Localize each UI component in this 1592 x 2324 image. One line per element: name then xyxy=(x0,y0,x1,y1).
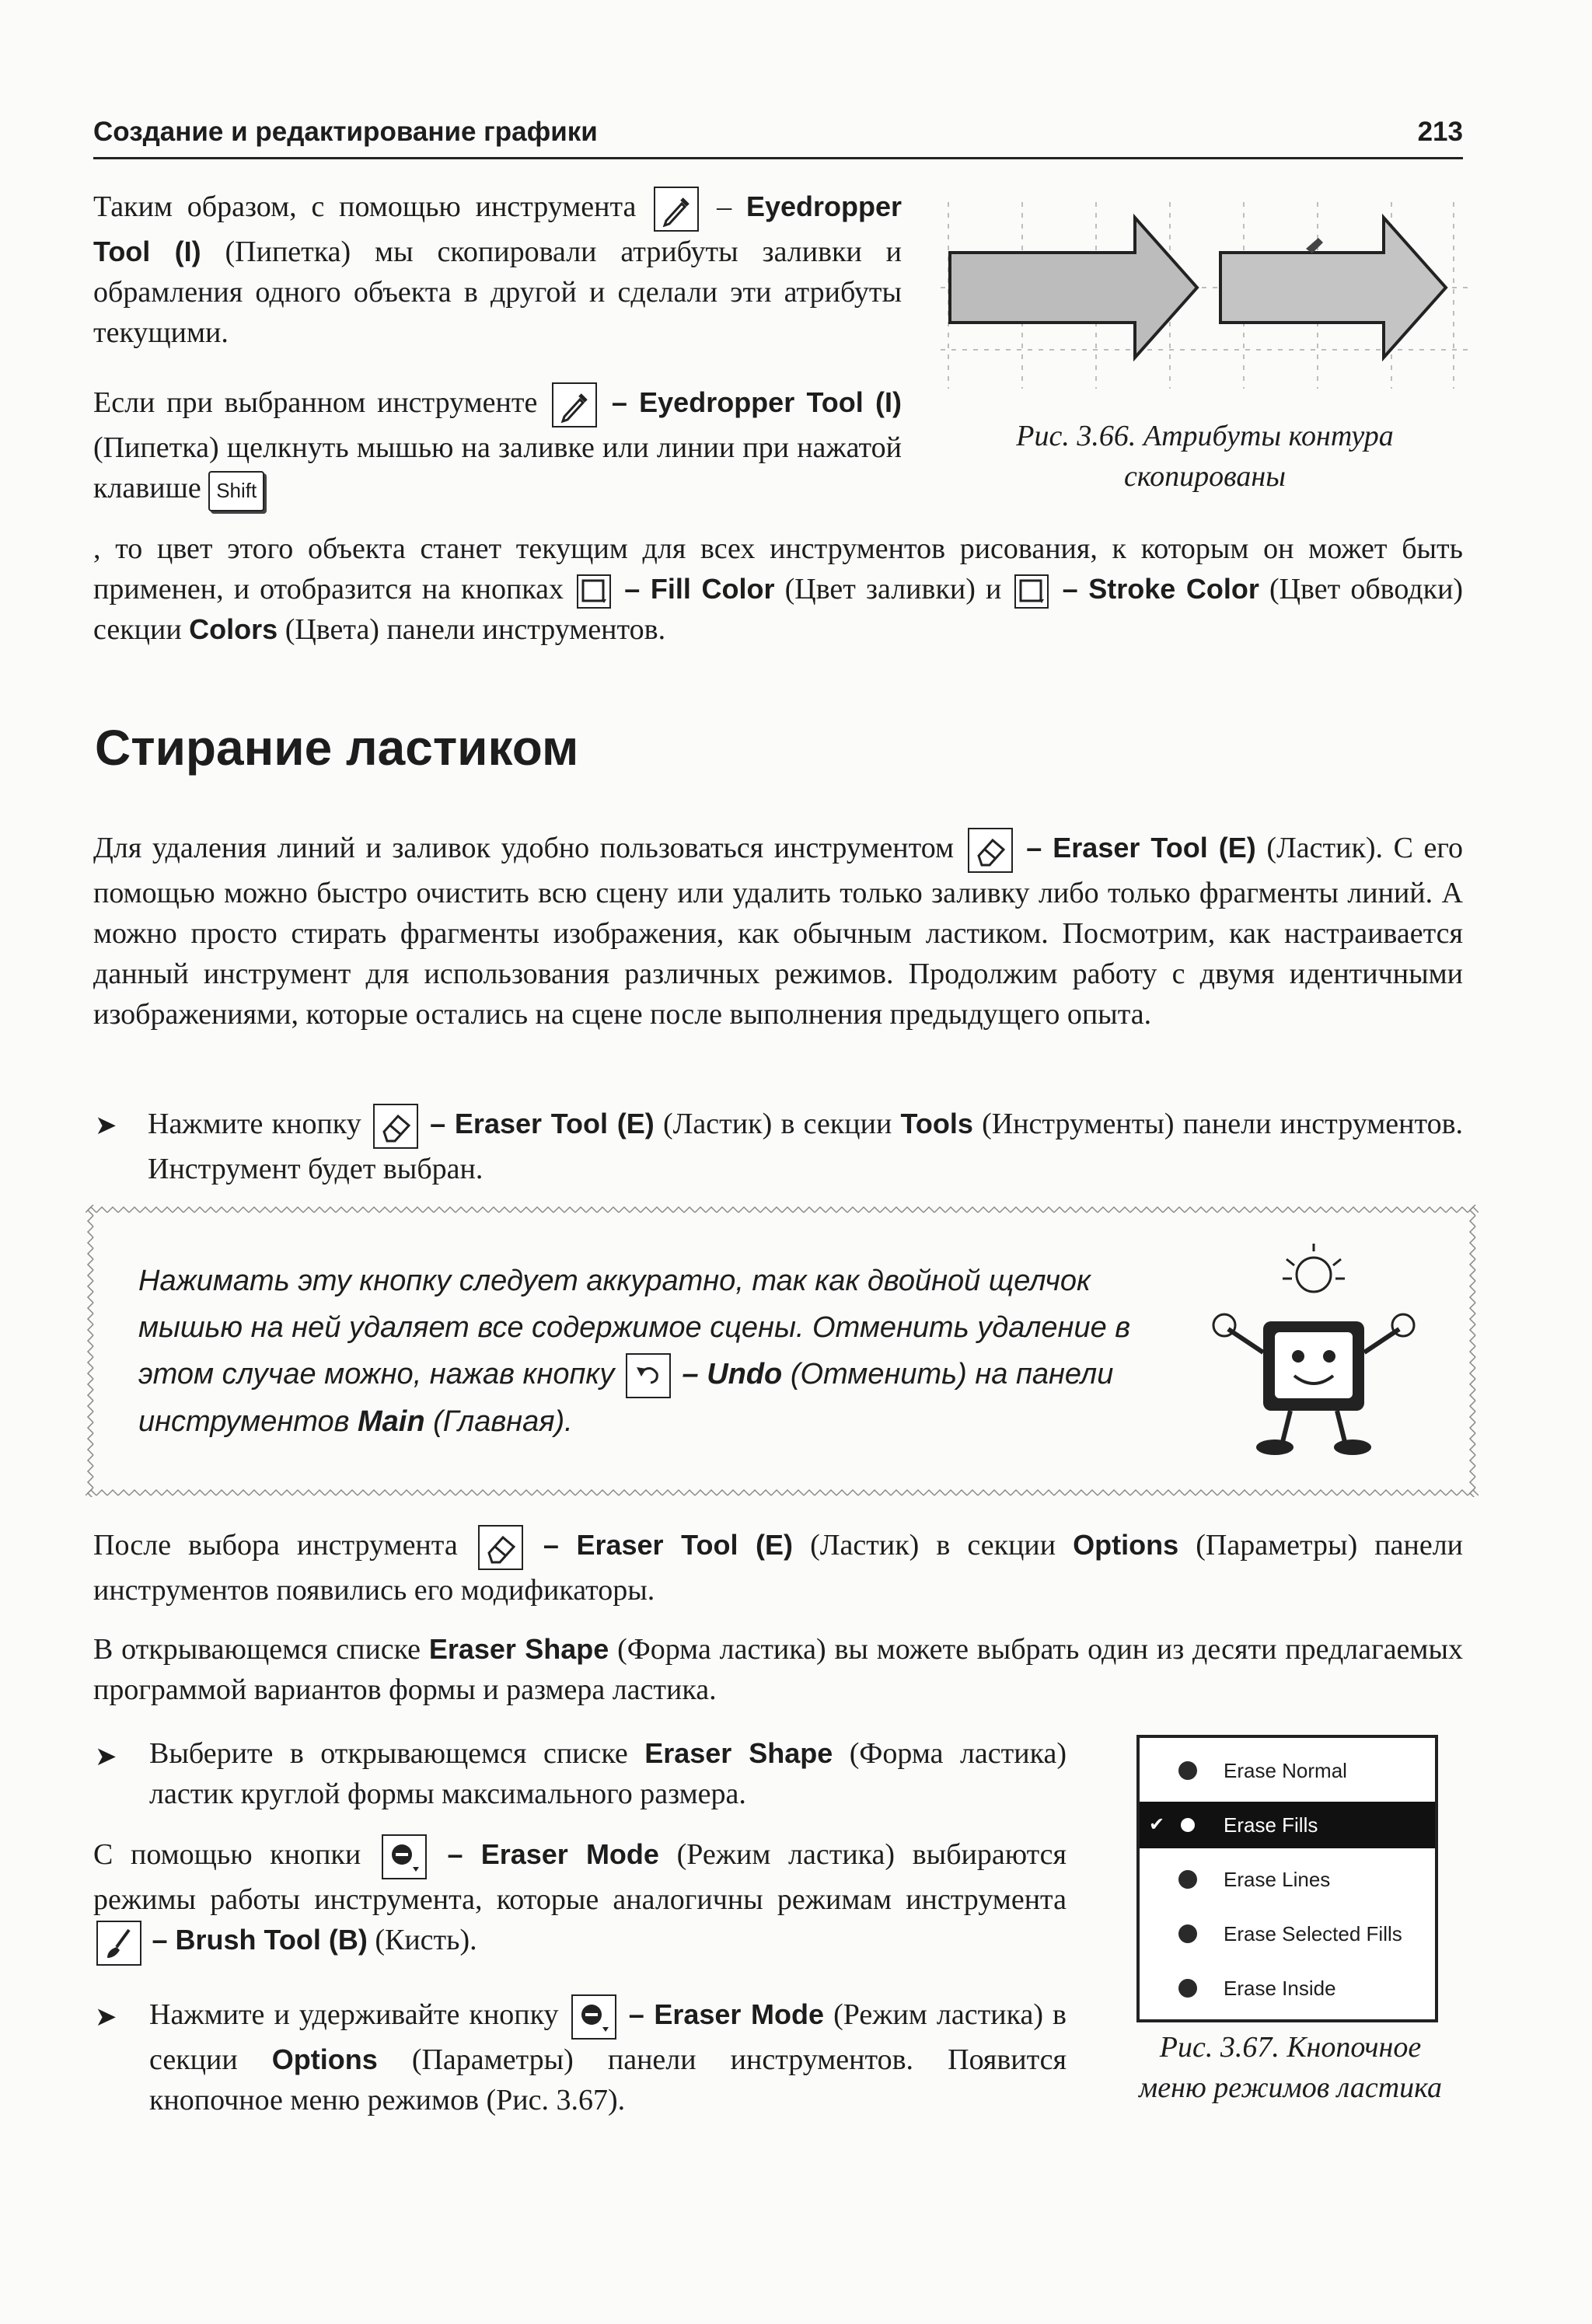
menu-item-erase-selected-fills[interactable]: Erase Selected Fills xyxy=(1140,1910,1435,1957)
eraser-icon xyxy=(968,828,1013,873)
brush-icon xyxy=(96,1921,141,1966)
paragraph-2-start: Если при выбранном инструменте – Eyedropper Tool (I) (Пипетка) щелкнуть мышью на заливке или линии при нажатой клавише Shift xyxy=(93,382,902,511)
erase-normal-icon xyxy=(1178,1761,1197,1780)
paragraph-3: Для удаления линий и заливок удобно пользоваться инструментом – Eraser Tool (E) (Ластик). С его помощью можно быстро очистить всю сцену или удалить только заливку либо только фрагменты линий. А можно просто стирать фрагменты изображения, как обычным ластиком. Посмотрим, как настраивается данный инструмент для использования различных режимов. Продолжим работу с двумя идентичными изображениями, которые остались на сцене после выполнения предыдущего опыта. xyxy=(93,828,1463,1035)
erase-lines-icon xyxy=(1178,1870,1197,1889)
paragraph-2-end: , то цвет этого объекта станет текущим для всех инструментов рисования, к которым он может быть применен, и отобразится на кнопках – Fill Color (Цвет заливки) и – Stroke Color (Цвет обводки) секции Colors (Цвета) панели инструментов. xyxy=(93,532,1464,646)
menu-item-erase-fills[interactable]: ✔ Erase Fills xyxy=(1140,1802,1435,1848)
bullet-3: Нажмите и удерживайте кнопку – Eraser Mode (Режим ластика) в секции Options (Параметры) панели инструментов. Появится кнопочное меню режимов (Рис. 3.67). xyxy=(149,1994,1067,2120)
erase-inside-icon xyxy=(1178,1979,1197,1998)
header-title: Создание и редактирование графики xyxy=(93,117,598,147)
section-heading: Стирание ластиком xyxy=(95,720,579,776)
bullet-1: Нажмите кнопку – Eraser Tool (E) (Ластик) в секции Tools (Инструменты) панели инструментов. Инструмент будет выбран. xyxy=(148,1104,1463,1189)
running-header xyxy=(93,113,1463,159)
bullet-marker: ➤ xyxy=(95,1111,117,1140)
paragraph-4: После выбора инструмента – Eraser Tool (E) (Ластик) в секции Options (Параметры) панели инструментов появились его модификаторы. xyxy=(93,1525,1463,1610)
eraser-mode-icon xyxy=(382,1834,427,1879)
fill-color-icon xyxy=(577,574,611,609)
figure-3-67-caption: Рис. 3.67. Кнопочное меню режимов ластика xyxy=(1139,2031,1442,2104)
eyedropper-icon xyxy=(654,187,699,232)
paragraph-1: Таким образом, с помощью инструмента – Eyedropper Tool (I) (Пипетка) мы скопировали атрибуты заливки и обрамления одного объекта в другой и сделали эти атрибуты текущими. xyxy=(93,187,902,353)
menu-item-erase-normal[interactable]: Erase Normal xyxy=(1140,1747,1435,1794)
bullet-2: Выберите в открывающемся списке Eraser Shape (Форма ластика) ластик круглой формы максимального размера. xyxy=(149,1737,1067,1810)
eyedropper-tool-label: Eyedropper Tool (I) xyxy=(93,190,902,268)
arrow-shape-right xyxy=(1220,218,1446,358)
eraser-mode-icon xyxy=(571,1994,616,2040)
menu-item-erase-inside[interactable]: Erase Inside xyxy=(1140,1965,1435,2012)
eraser-icon xyxy=(478,1525,523,1570)
arrow-shape-left xyxy=(950,218,1197,358)
shift-key: Shift xyxy=(208,471,264,511)
paragraph-6: С помощью кнопки – Eraser Mode (Режим ластика) выбираются режимы работы инструмента, которые аналогичны режимам инструмента – Brush Tool (B) (Кисть). xyxy=(93,1834,1067,1966)
eraser-icon xyxy=(373,1104,418,1149)
checkmark-icon: ✔ xyxy=(1149,1814,1165,1835)
erase-selected-fills-icon xyxy=(1178,1924,1197,1943)
undo-icon xyxy=(626,1353,671,1398)
figure-3-66-caption: Рис. 3.66. Атрибуты контура скопированы xyxy=(1016,420,1394,493)
monitor-mascot-icon xyxy=(1197,1236,1430,1469)
note-text: Нажимать эту кнопку следует аккуратно, так как двойной щелчок мышью на ней удаляет все содержимое сцены. Отменить удаление в этом случае можно, нажав кнопку – Undo (Отменить) на панели инструментов Main (Главная). xyxy=(138,1265,1131,1438)
page-number: 213 xyxy=(1417,117,1463,147)
eyedropper-icon xyxy=(552,382,597,427)
menu-item-erase-lines[interactable]: Erase Lines xyxy=(1140,1856,1435,1903)
eraser-mode-menu xyxy=(1136,1735,1438,2022)
bullet-marker: ➤ xyxy=(95,1743,117,1771)
stroke-color-icon xyxy=(1014,574,1049,609)
paragraph-5: В открывающемся списке Eraser Shape (Форма ластика) вы можете выбрать один из десяти предлагаемых программой вариантов формы и размера ластика. xyxy=(93,1633,1463,1706)
erase-fills-icon xyxy=(1178,1816,1197,1834)
figure-3-66 xyxy=(941,187,1469,396)
bullet-marker: ➤ xyxy=(95,2003,117,2032)
